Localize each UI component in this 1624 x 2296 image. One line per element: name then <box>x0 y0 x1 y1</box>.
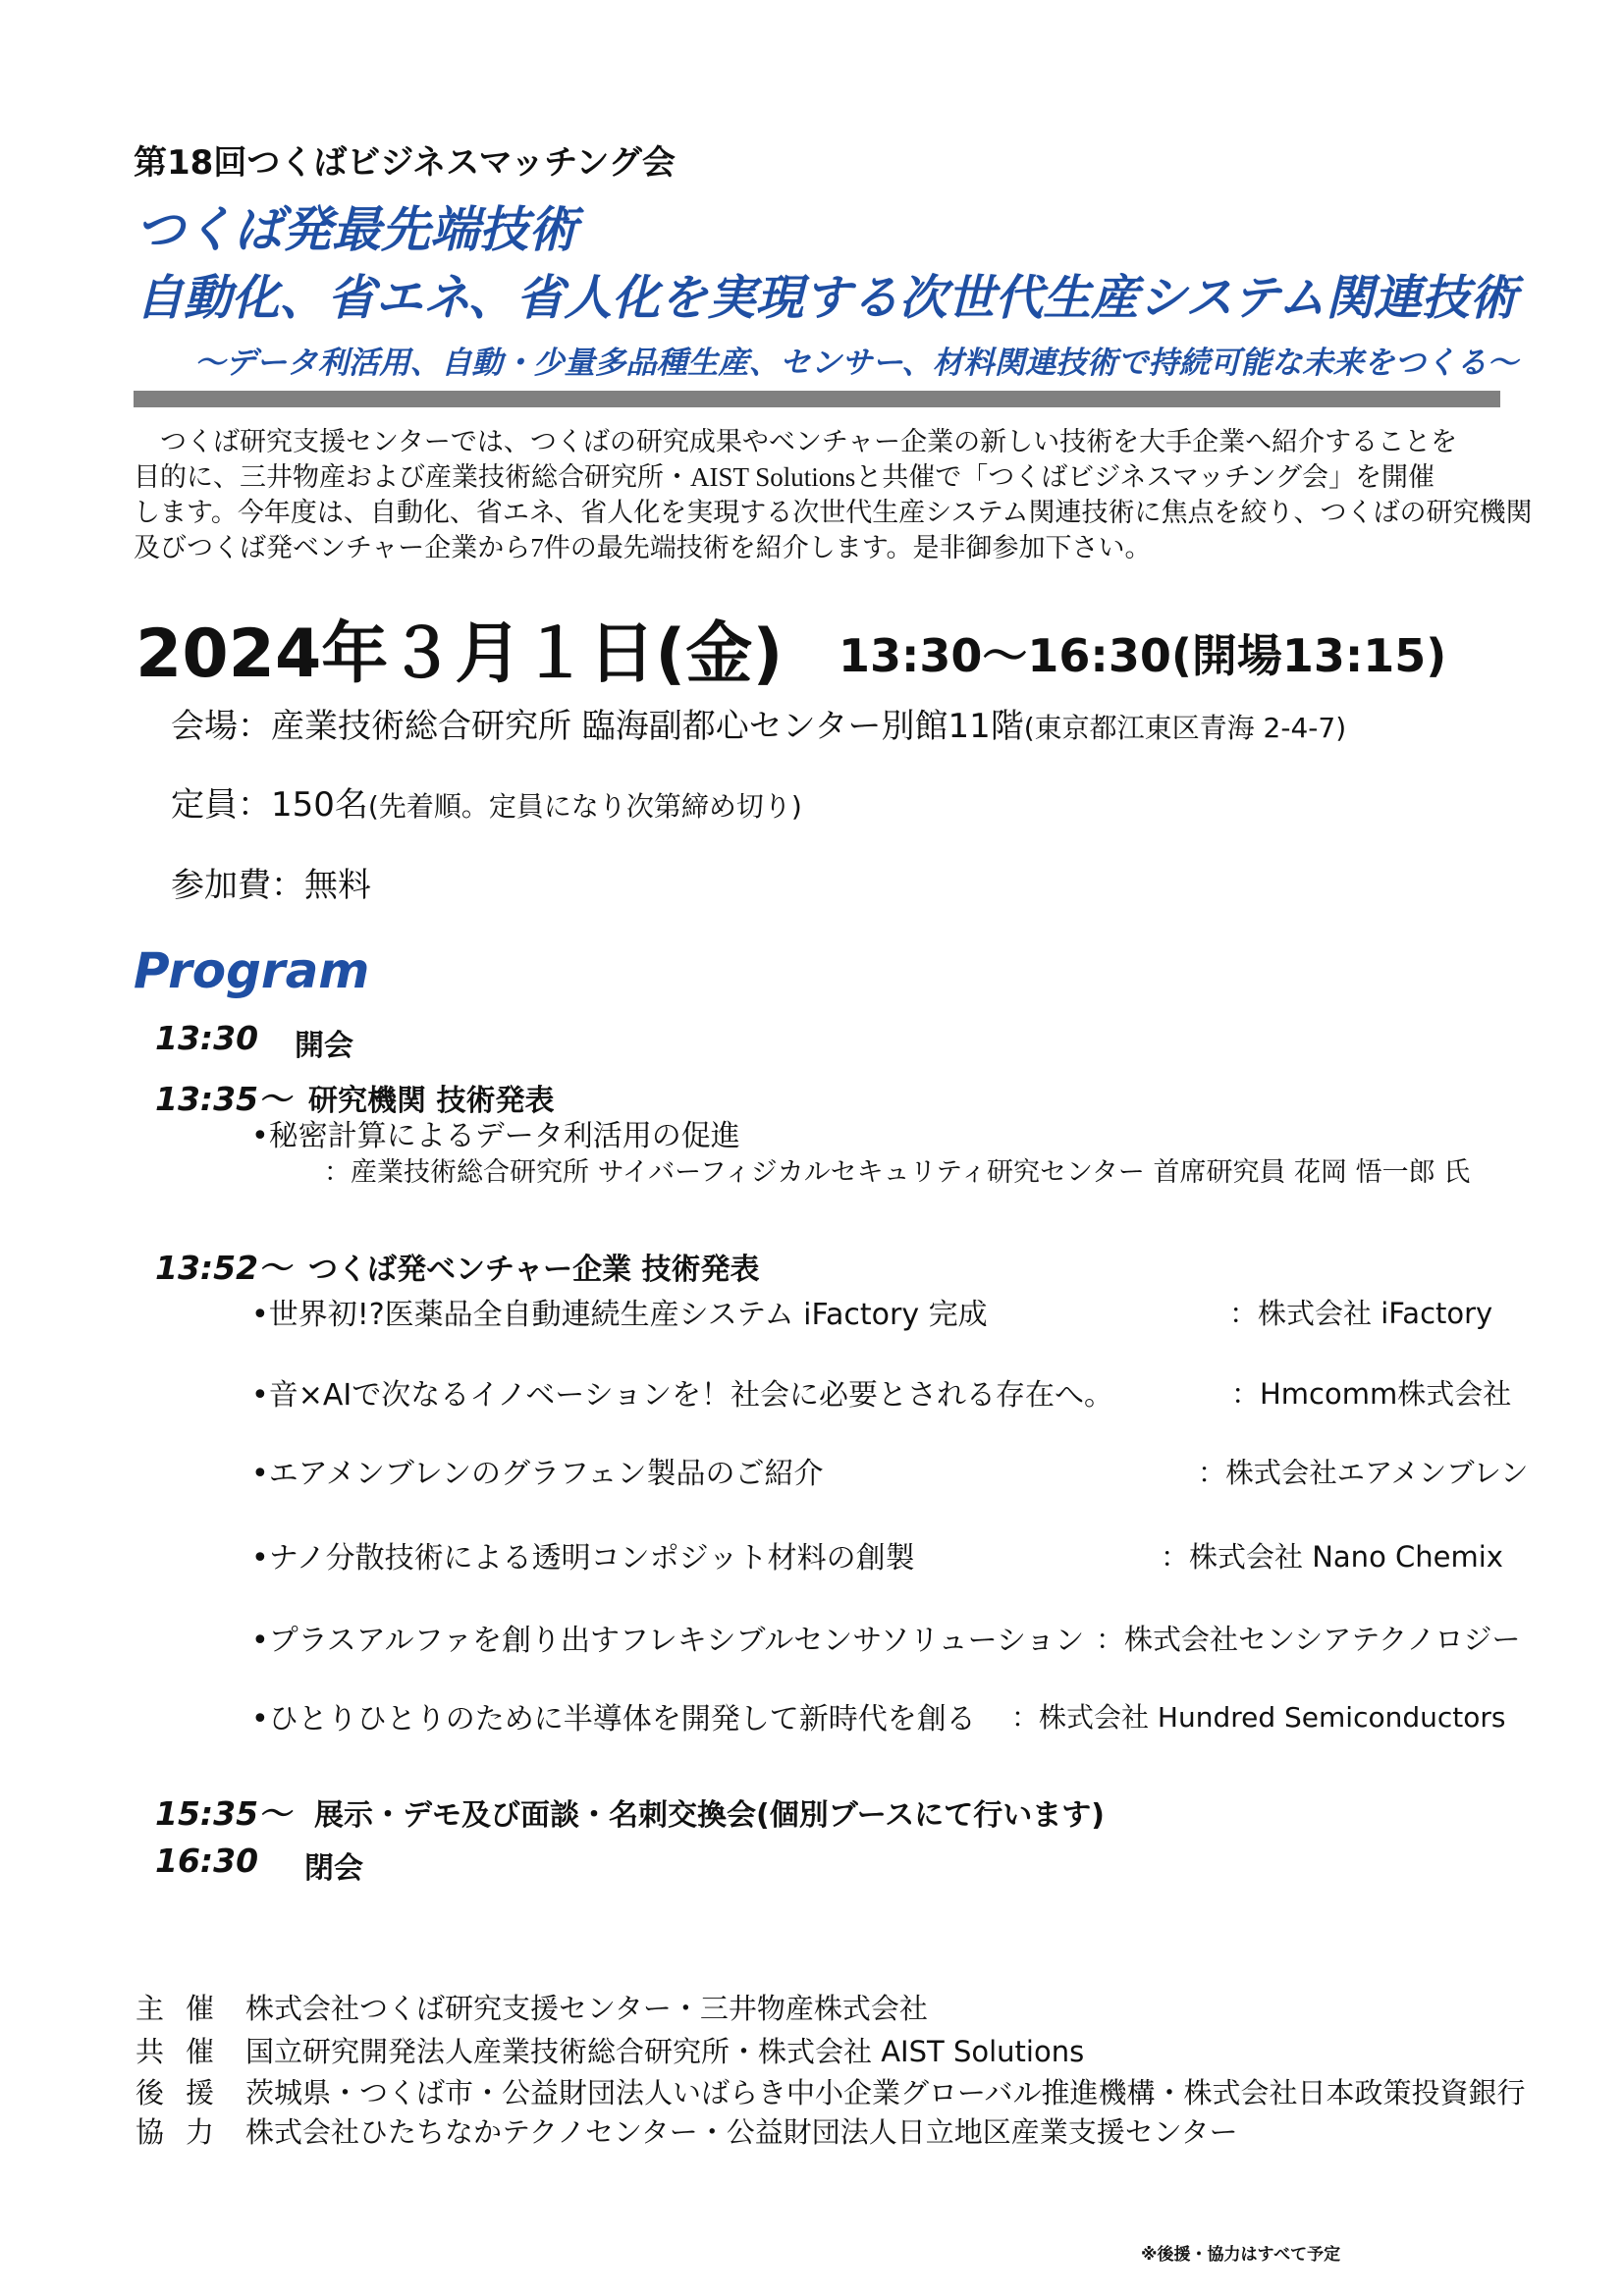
capacity-note: (先着順。定員になり次第締め切り) <box>367 790 802 823</box>
program-heading: Program <box>134 942 370 999</box>
footer-text: 株式会社つくば研究支援センター・三井物産株式会社 <box>245 1992 928 2025</box>
program-closing <box>155 1842 363 1886</box>
main-title-line1: つくば発最先端技術 <box>135 201 577 258</box>
venture-company: ：Hmcomm株式会社 <box>1231 1377 1512 1411</box>
venue-name: 会場：産業技術総合研究所 臨海副都心センター別館11階 <box>171 707 1024 746</box>
program-label: 展示・デモ及び面談・名刺交換会(個別ブースにて行います) <box>314 1798 1106 1833</box>
program-label: つくば発ベンチャー企業 技術発表 <box>308 1253 760 1287</box>
footer-role: 主催 <box>135 1992 237 2025</box>
footer-text: 国立研究開発法人産業技術総合研究所・株式会社 AIST Solutions <box>245 2035 1085 2068</box>
program-time: 13:30 <box>155 1019 259 1057</box>
venue <box>171 699 1346 747</box>
venture-company: ：株式会社 Nano Chemix <box>1161 1540 1503 1574</box>
header-divider <box>134 391 1500 407</box>
program-time: 16:30 <box>155 1842 259 1880</box>
footer-text: 株式会社ひたちなかテクノセンター・公益財団法人日立地区産業支援センター <box>245 2115 1238 2149</box>
footer-role: 協力 <box>135 2115 237 2149</box>
venue-address: (東京都江東区青海 2-4-7) <box>1023 712 1347 744</box>
footer-role: 共催 <box>135 2035 237 2068</box>
event-time: 13:30～16:30(開場13:15) <box>839 629 1447 682</box>
footer-text: 茨城県・つくば市・公益財団法人いばらき中小企業グローバル推進機構・株式会社日本政策投資銀行 <box>245 2076 1526 2109</box>
footer-cohost <box>135 2030 1084 2070</box>
intro-line: 及びつくば発ベンチャー企業から7件の最先端技術を紹介します。是非御参加下さい。 <box>134 533 1152 562</box>
venture-company: ：株式会社 iFactory <box>1229 1297 1493 1330</box>
research-item: •秘密計算によるデータ利活用の促進 <box>251 1119 740 1153</box>
footer-organizer <box>135 1987 928 2027</box>
intro-line: します。今年度は、自動化、省エネ、省人化を実現する次世代生産システム関連技術に焦点を絞り、つくばの研究機関 <box>134 498 1533 527</box>
series-title: 第18回つくばビジネスマッチング会 <box>134 143 676 183</box>
venture-item: •世界初!?医薬品全自動連続生産システム iFactory 完成 <box>251 1298 988 1332</box>
venture-item: •ひとりひとりのために半導体を開発して新時代を創る <box>251 1702 976 1736</box>
program-label: 閉会 <box>304 1851 363 1886</box>
program-time: 15:35～ <box>155 1794 292 1833</box>
capacity-value: 定員：150名 <box>171 785 368 825</box>
capacity <box>171 777 802 826</box>
venture-company: ：株式会社エアメンブレン <box>1198 1457 1529 1489</box>
footer-support <box>135 2071 1526 2111</box>
research-presenter: ：産業技術総合研究所 サイバーフィジカルセキュリティ研究センター 首席研究員 花岡 悟一郎 氏 <box>324 1157 1471 1188</box>
program-label: 開会 <box>295 1029 353 1063</box>
subtitle: ～データ利活用、自動・少量多品種生産、センサー、材料関連技術で持続可能な未来をつくる～ <box>194 346 1518 381</box>
event-date: 2024年３月１日(金) <box>135 615 784 693</box>
venture-item: •音×AIで次なるイノベーションを！社会に必要とされる存在へ。 <box>251 1378 1114 1413</box>
footer-note: ※後援・協力はすべて予定 <box>1141 2245 1341 2265</box>
footer-role: 後援 <box>135 2076 237 2109</box>
venture-item: •プラスアルファを創り出すフレキシブルセンサソリューション <box>251 1624 1085 1658</box>
venture-company: ：株式会社 Hundred Semiconductors <box>1011 1701 1506 1734</box>
intro-paragraph <box>134 424 1533 565</box>
program-time: 13:52～ <box>155 1249 292 1287</box>
fee: 参加費：無料 <box>171 866 371 905</box>
program-label: 研究機関 技術発表 <box>308 1084 555 1118</box>
footer-cooperation <box>135 2110 1238 2151</box>
program-time: 13:35～ <box>155 1080 292 1118</box>
intro-line: つくば研究支援センターでは、つくばの研究成果やベンチャー企業の新しい技術を大手企業へ紹介することを <box>134 427 1458 456</box>
main-title-line2: 自動化、省エネ、省人化を実現する次世代生産システム関連技術 <box>135 270 1518 326</box>
program-exhibit <box>155 1789 1106 1835</box>
venture-item: •エアメンブレンのグラフェン製品のご紹介 <box>251 1457 824 1491</box>
intro-line: 目的に、三井物産および産業技術総合研究所・AIST Solutionsと共催で「つくばビジネスマッチング会」を開催 <box>134 462 1435 492</box>
program-venture <box>155 1243 760 1289</box>
venture-company: ：株式会社センシアテクノロジー <box>1096 1623 1521 1656</box>
program-opening <box>155 1019 353 1063</box>
venture-item: •ナノ分散技術による透明コンポジット材料の創製 <box>251 1541 915 1575</box>
